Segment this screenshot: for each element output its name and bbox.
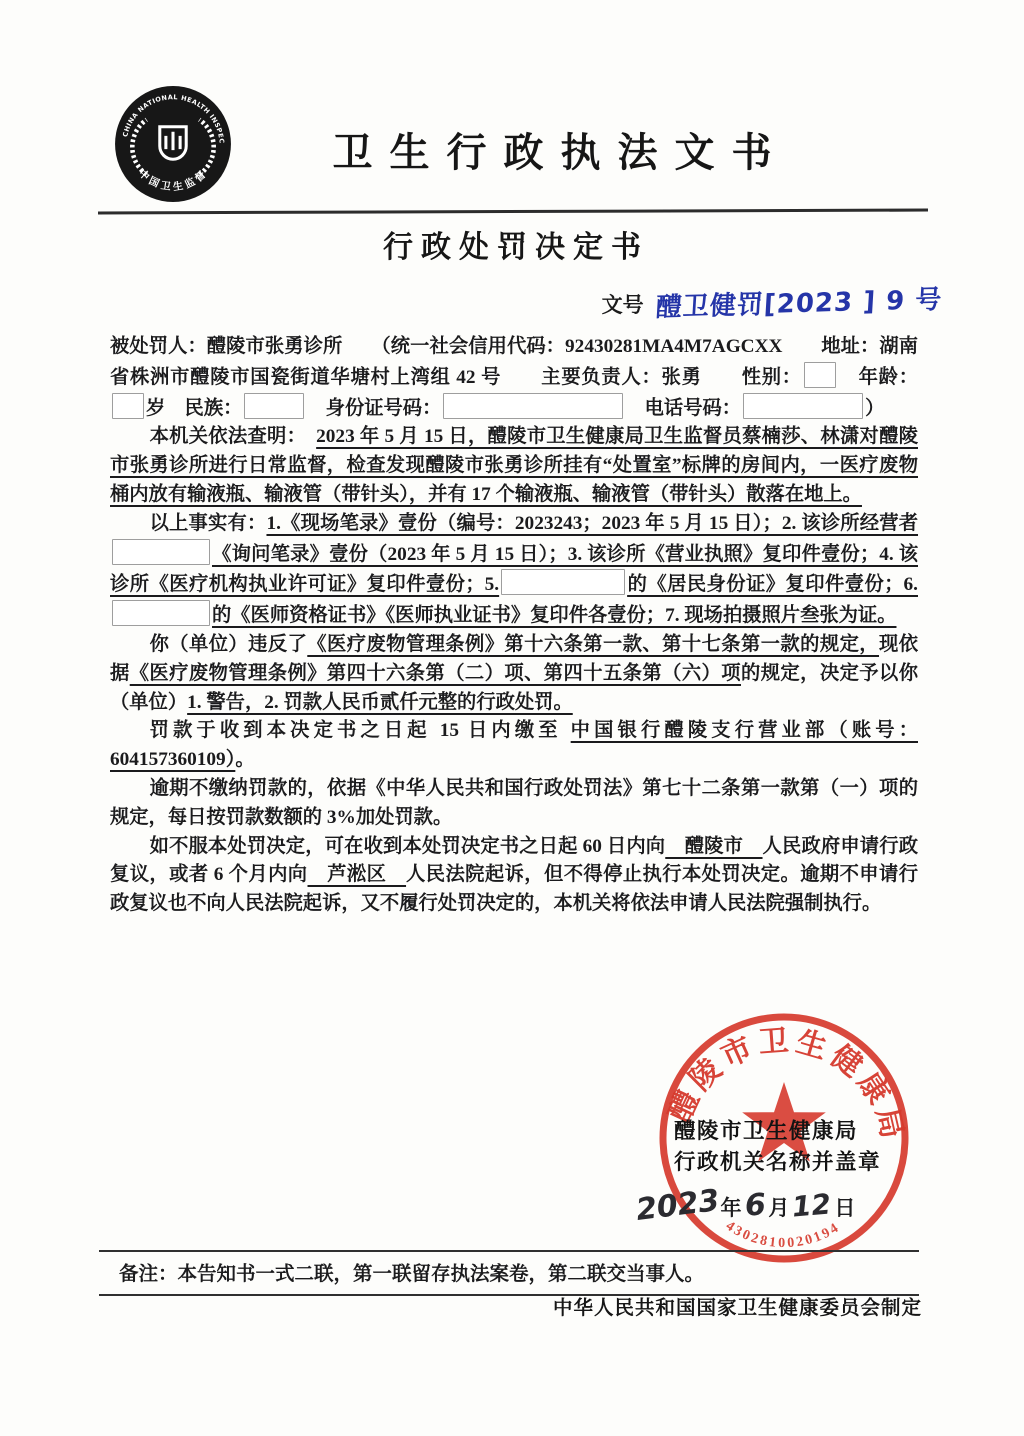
text-segment: 醴陵市: [665, 835, 763, 857]
text-segment: 。: [235, 749, 255, 771]
text-segment: 现依据: [110, 633, 919, 684]
redaction-segment: [110, 605, 212, 626]
document-series-title: 卫生行政执法文书: [332, 130, 789, 176]
remark-note: 备注：本告知书一式二联，第一联留存执法案卷，第二联交当事人。: [99, 1250, 919, 1296]
redaction-box: [443, 393, 623, 419]
redaction-segment: [242, 398, 306, 419]
issuing-authority-name: 醴陵市卫生健康局: [674, 1119, 859, 1143]
text-segment: 你（单位）违反了: [149, 633, 308, 655]
text-segment: 电话号码：: [625, 397, 742, 419]
month-label: 月: [768, 1196, 790, 1220]
paragraph-late-payment-penalty: [110, 775, 918, 833]
seal-serial-number: 4302810020194: [722, 1218, 844, 1252]
redaction-box: [244, 393, 304, 419]
emblem-ring-text-bottom: 中国卫生监督: [136, 167, 211, 194]
paragraph-penalized-party-info: [110, 333, 918, 423]
doc-number-label: 文号: [601, 293, 644, 317]
redaction-segment: [499, 574, 627, 595]
text-segment: 年龄：: [837, 366, 918, 388]
doc-number-row: [601, 283, 943, 324]
redaction-segment: [110, 544, 212, 565]
redaction-segment: [802, 367, 838, 388]
handwritten-month: 6: [743, 1187, 767, 1224]
issuing-body-line: 中华人民共和国国家卫生健康委员会制定: [552, 1296, 922, 1319]
text-segment: ）: [865, 397, 885, 419]
text-segment: 以上事实有：: [149, 512, 267, 534]
paragraph-payment-instruction: [110, 717, 918, 775]
text-segment: 《医疗废物管理条例》第十六条第一款、第十七条第一款的规定，: [307, 633, 880, 655]
paragraph-evidence: [110, 510, 918, 631]
text-segment: 1.《现场笔录》壹份（编号：2023243；2023 年 5 月 15 日）；2. 该诊所经营者: [266, 512, 919, 534]
text-segment: 《医疗废物管理条例》第四十六条第（二）项、第四十五条第（六）项: [129, 662, 741, 684]
svg-text:4302810020194: [723, 1219, 843, 1251]
text-segment: 身份证号码：: [306, 397, 442, 419]
decision-date: [634, 1183, 856, 1228]
text-segment: 岁 民族：: [146, 397, 243, 419]
text-segment: 人民政府申请行政复议，或者 6 个月内向: [110, 835, 919, 886]
seal-ring-text: 醴陵市卫生健康局: [663, 1024, 910, 1147]
body-paragraphs: [110, 333, 918, 919]
text-segment: 人民法院起诉，但不得停止执行本处罚决定。逾期不申请行政复议也不向人民法院起诉，又不履行处罚决定的，本机关将依法申请人民法院强制执行。: [110, 864, 919, 915]
doc-number-handwritten-value: 醴卫健罚[2023 ] 9 号: [654, 284, 943, 324]
text-segment: 如不服本处罚决定，可在收到本处罚决定书之日起 60 日内向: [149, 835, 666, 857]
text-segment: 罚款于收到本决定书之日起 15 日内缴至: [149, 720, 571, 742]
text-segment: 《询问笔录》壹份（2023 年 5 月 15 日）；3. 该诊所《营业执照》复印件壹份；4. 该诊所《医疗机构执业许可证》复印件壹份；5.: [110, 543, 918, 596]
text-segment: 的《居民身份证》复印件壹份；6.: [627, 574, 918, 596]
page-title: 行政处罚决定书: [383, 230, 649, 265]
handwritten-year: 2023: [634, 1183, 722, 1228]
emblem-ring-text-top: CHINA NATIONAL HEALTH INSPEC: [121, 93, 226, 145]
redaction-box: [112, 539, 210, 565]
paragraph-findings: [110, 423, 918, 509]
text-segment: 被处罚人：醴陵市张勇诊所 （统一社会信用代码：92430281MA4M7AGCXX 地址：湖南省株洲市醴陵市国瓷街道华塘村上湾组 42 号 主要负责人：张勇 性别：: [110, 336, 918, 388]
redaction-box: [804, 362, 836, 388]
redaction-box: [743, 393, 863, 419]
year-label: 年: [720, 1196, 742, 1220]
text-segment: 中国银行醴陵支行营业部（账号：604157360109）: [110, 720, 918, 771]
issuing-authority-block: [674, 1116, 910, 1178]
redaction-box: [112, 600, 210, 626]
redaction-segment: [741, 398, 865, 419]
text-segment: 本机关依法查明：: [149, 426, 317, 448]
text-segment: 的《医师资格证书》《医师执业证书》复印件各壹份；7. 现场拍摄照片叁张为证。: [212, 605, 897, 627]
redaction-box: [112, 393, 144, 419]
redaction-segment: [441, 398, 625, 419]
paragraph-appeal-rights: [110, 833, 918, 919]
paragraph-violation-and-penalty: [110, 631, 918, 717]
redaction-segment: [110, 398, 146, 419]
handwritten-day: 12: [791, 1187, 833, 1224]
official-seal-area: [650, 1008, 918, 1268]
header-divider: [98, 209, 928, 214]
text-segment: 芦淞区: [307, 864, 407, 886]
redaction-box: [501, 569, 625, 595]
text-segment: 逾期不缴纳罚款的，依据《中华人民共和国行政处罚法》第七十二条第一款第（一）项的规定，每日按罚款数额的 3%加处罚款。: [110, 777, 918, 828]
text-segment: 2023 年 5 月 15 日，醴陵市卫生健康局卫生监督员蔡楠莎、林潇对醴陵市张勇诊所进行日常监督，检查发现醴陵市张勇诊所挂有“处置室”标牌的房间内，一医疗废物桶内放有输液瓶、输液管（带针头），并有 17 个输液瓶、输液管（带针头）散落在地上。: [110, 426, 918, 505]
text-segment: 的规定，决定予以你（单位）: [110, 662, 919, 713]
day-label: 日: [834, 1196, 856, 1220]
text-segment: 1. 警告，2. 罚款人民币贰仟元整的行政处罚。: [187, 691, 573, 713]
seal-caption: 行政机关名称并盖章: [674, 1150, 882, 1174]
